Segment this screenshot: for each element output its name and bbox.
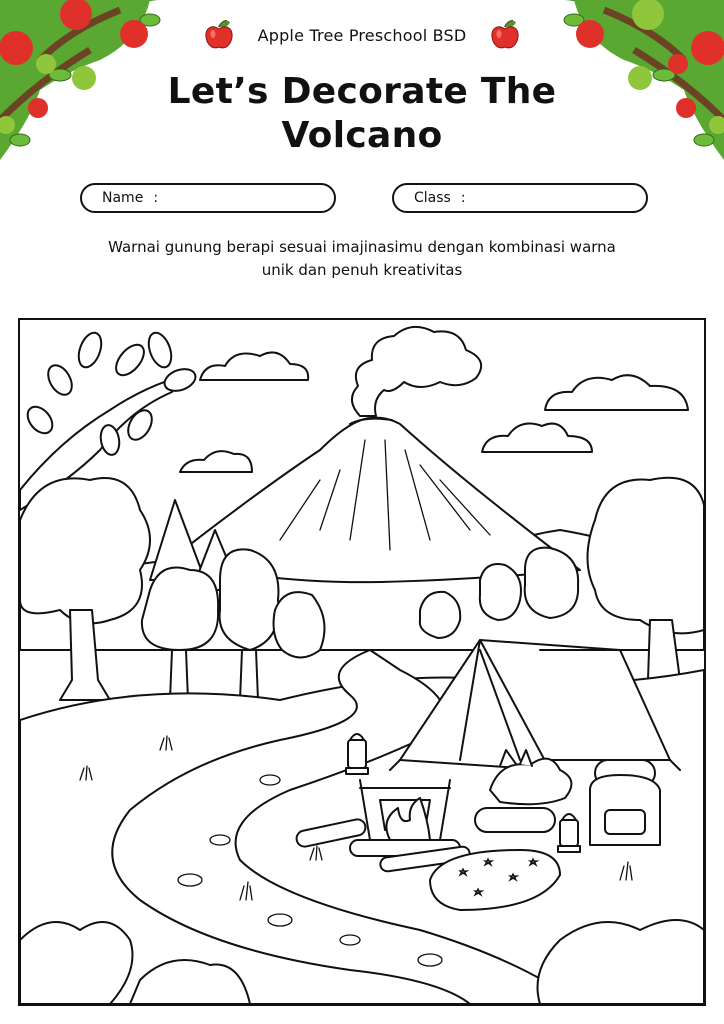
name-label: Name [102, 190, 144, 206]
volcano-smoke [352, 327, 481, 416]
red-apple-icon [202, 18, 236, 52]
school-name: Apple Tree Preschool BSD [257, 25, 467, 45]
school-header [0, 18, 724, 52]
instruction-line-2: unik dan penuh kreativitas [261, 261, 463, 279]
name-separator: : [153, 190, 159, 206]
class-label: Class [414, 190, 451, 206]
page-title [0, 70, 724, 158]
class-field[interactable] [392, 183, 648, 213]
volcano-camp-illustration [20, 320, 704, 1004]
coloring-picture-frame [18, 318, 706, 1006]
page-title-line-1: Let’s Decorate The [167, 71, 557, 112]
page-title-line-2: Volcano [281, 115, 443, 156]
red-apple-icon [488, 18, 522, 52]
name-field[interactable] [80, 183, 336, 213]
backpack [590, 760, 660, 845]
instruction-line-1: Warnai gunung berapi sesuai imajinasimu dengan kombinasi warna [108, 238, 616, 256]
instruction-text [60, 236, 664, 282]
sleeping-roll [475, 808, 555, 832]
lantern [346, 734, 368, 774]
class-separator: : [460, 190, 466, 206]
lantern-right [558, 814, 580, 852]
